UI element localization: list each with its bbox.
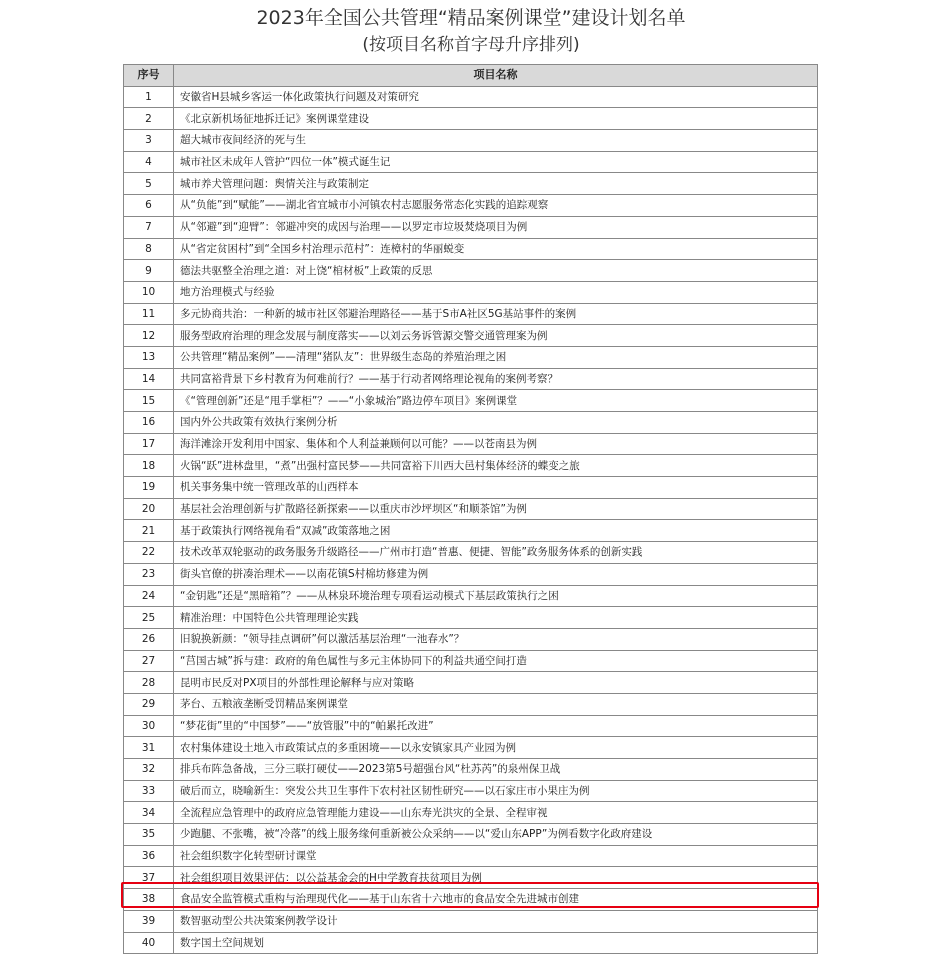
row-project-name: 从“省定贫困村”到“全国乡村治理示范村”：连樟村的华丽蜕变: [174, 238, 818, 260]
table-row: [124, 780, 818, 802]
table-row: [124, 195, 818, 217]
row-project-name: 机关事务集中统一管理改革的山西样本: [174, 477, 818, 499]
table-row: [124, 238, 818, 260]
row-project-name: 德法共驱整全治理之道：对上饶“棺材板”上政策的反思: [174, 260, 818, 282]
row-project-name: 社会组织数字化转型研讨课堂: [174, 845, 818, 867]
table-row: [124, 628, 818, 650]
table-row: [124, 520, 818, 542]
table-row: [124, 455, 818, 477]
row-number: 27: [124, 650, 174, 672]
row-number: 35: [124, 824, 174, 846]
table-row: [124, 130, 818, 152]
row-project-name: 多元协商共治：一种新的城市社区邻避治理路径——基于S市A社区5G基站事件的案例: [174, 303, 818, 325]
table-row: [124, 498, 818, 520]
row-project-name: 全流程应急管理中的政府应急管理能力建设——山东寿光洪灾的全景、全程审视: [174, 802, 818, 824]
row-project-name: 旧貌换新颜：“领导挂点调研”何以激活基层治理“一池春水”？: [174, 628, 818, 650]
table-row: [124, 889, 818, 911]
row-number: 34: [124, 802, 174, 824]
row-project-name: 技术改革双轮驱动的政务服务升级路径——广州市打造“普惠、便捷、智能”政务服务体系的创新实践: [174, 542, 818, 564]
row-number: 30: [124, 715, 174, 737]
row-project-name: 社会组织项目效果评估：以公益基金会的H中学教育扶贫项目为例: [174, 867, 818, 889]
row-number: 25: [124, 607, 174, 629]
table-row: [124, 260, 818, 282]
row-number: 12: [124, 325, 174, 347]
row-number: 11: [124, 303, 174, 325]
row-number: 2: [124, 108, 174, 130]
row-number: 1: [124, 86, 174, 108]
row-number: 39: [124, 910, 174, 932]
row-project-name: 排兵布阵急备战，三分三联打硬仗——2023第5号超强台风“杜苏芮”的泉州保卫战: [174, 759, 818, 781]
row-project-name: 海洋滩涂开发利用中国家、集体和个人利益兼顾何以可能？——以苍南县为例: [174, 433, 818, 455]
row-number: 4: [124, 151, 174, 173]
table-row: [124, 932, 818, 954]
table-row: [124, 910, 818, 932]
table-row: [124, 715, 818, 737]
row-number: 36: [124, 845, 174, 867]
row-project-name: 少跑腿、不张嘴，被“冷落”的线上服务缘何重新被公众采纳——以“爱山东APP”为例看数字化政府建设: [174, 824, 818, 846]
table-row: [124, 542, 818, 564]
row-project-name: 《北京新机场征地拆迁记》案例课堂建设: [174, 108, 818, 130]
row-project-name: 共同富裕背景下乡村教育为何难前行？——基于行动者网络理论视角的案例考察？: [174, 368, 818, 390]
table-row: [124, 477, 818, 499]
row-number: 18: [124, 455, 174, 477]
row-number: 22: [124, 542, 174, 564]
row-project-name: 从“邻避”到“迎臂”：邻避冲突的成因与治理——以罗定市垃圾焚烧项目为例: [174, 216, 818, 238]
table-row: [124, 607, 818, 629]
row-number: 13: [124, 346, 174, 368]
row-project-name: 数字国土空间规划: [174, 932, 818, 954]
row-project-name: 破后而立，晓喻新生：突发公共卫生事件下农村社区韧性研究——以石家庄市小果庄为例: [174, 780, 818, 802]
row-number: 5: [124, 173, 174, 195]
row-number: 20: [124, 498, 174, 520]
row-number: 24: [124, 585, 174, 607]
row-project-name: 国内外公共政策有效执行案例分析: [174, 412, 818, 434]
table-row: [124, 86, 818, 108]
table-row: [124, 693, 818, 715]
row-project-name: 火锅“跃”进林盘里，“煮”出强村富民梦——共同富裕下川西大邑村集体经济的蝶变之旅: [174, 455, 818, 477]
table-row: [124, 563, 818, 585]
row-project-name: 地方治理模式与经验: [174, 281, 818, 303]
row-project-name: 精准治理：中国特色公共管理理论实践: [174, 607, 818, 629]
table-row: [124, 412, 818, 434]
row-number: 38: [124, 889, 174, 911]
table-row: [124, 585, 818, 607]
row-number: 29: [124, 693, 174, 715]
table-row: [124, 867, 818, 889]
row-project-name: 从“负能”到“赋能”——湖北省宜城市小河镇农村志愿服务常态化实践的追踪观察: [174, 195, 818, 217]
table-row: [124, 433, 818, 455]
row-number: 19: [124, 477, 174, 499]
row-number: 8: [124, 238, 174, 260]
row-number: 31: [124, 737, 174, 759]
row-number: 14: [124, 368, 174, 390]
row-project-name: 基于政策执行网络视角看“双减”政策落地之困: [174, 520, 818, 542]
row-project-name: “梦花街”里的“中国梦”——“放管服”中的“帕累托改进”: [174, 715, 818, 737]
row-number: 6: [124, 195, 174, 217]
row-number: 40: [124, 932, 174, 954]
row-project-name: 安徽省H县城乡客运一体化政策执行问题及对策研究: [174, 86, 818, 108]
table-row: [124, 759, 818, 781]
table-row: [124, 390, 818, 412]
row-project-name: 服务型政府治理的理念发展与制度落实——以刘云务诉管源交警交通管理案为例: [174, 325, 818, 347]
row-project-name: 茅台、五粮液垄断受罚精品案例课堂: [174, 693, 818, 715]
page-subtitle: (按项目名称首字母升序排列): [362, 35, 580, 55]
row-project-name: 超大城市夜间经济的死与生: [174, 130, 818, 152]
row-number: 26: [124, 628, 174, 650]
table-row: [124, 303, 818, 325]
table-row: [124, 824, 818, 846]
row-number: 23: [124, 563, 174, 585]
table-row: [124, 368, 818, 390]
row-project-name: 《“管理创新”还是“甩手掌柜”？——“小象城治”路边停车项目》案例课堂: [174, 390, 818, 412]
table-header-row: [124, 65, 818, 87]
row-number: 9: [124, 260, 174, 282]
row-project-name: 基层社会治理创新与扩散路径新探索——以重庆市沙坪坝区“和顺茶馆”为例: [174, 498, 818, 520]
row-project-name: “莒国古城”拆与建：政府的角色属性与多元主体协同下的利益共通空间打造: [174, 650, 818, 672]
project-table: [123, 64, 818, 954]
row-project-name: 城市养犬管理问题：舆情关注与政策制定: [174, 173, 818, 195]
table-row: [124, 802, 818, 824]
row-project-name: “金钥匙”还是“黑暗箱”？——从林泉环境治理专项看运动模式下基层政策执行之困: [174, 585, 818, 607]
row-number: 37: [124, 867, 174, 889]
row-number: 28: [124, 672, 174, 694]
row-number: 15: [124, 390, 174, 412]
row-project-name: 公共管理“精品案例”——清理“猪队友”：世界级生态岛的养殖治理之困: [174, 346, 818, 368]
header-number: 序号: [124, 65, 174, 87]
row-number: 16: [124, 412, 174, 434]
page-title: 2023年全国公共管理“精品案例课堂”建设计划名单: [256, 7, 686, 29]
row-project-name: 农村集体建设土地入市政策试点的多重困境——以永安镇家具产业园为例: [174, 737, 818, 759]
row-number: 7: [124, 216, 174, 238]
row-number: 17: [124, 433, 174, 455]
row-number: 32: [124, 759, 174, 781]
table-row: [124, 737, 818, 759]
table-row: [124, 650, 818, 672]
table-row: [124, 672, 818, 694]
row-project-name: 城市社区未成年人管护“四位一体”模式诞生记: [174, 151, 818, 173]
table-row: [124, 108, 818, 130]
row-number: 10: [124, 281, 174, 303]
row-project-name: 食品安全监管模式重构与治理现代化——基于山东省十六地市的食品安全先进城市创建: [174, 889, 818, 911]
table-row: [124, 281, 818, 303]
table-row: [124, 845, 818, 867]
header-project-name: 项目名称: [174, 65, 818, 87]
table-row: [124, 151, 818, 173]
row-number: 33: [124, 780, 174, 802]
row-project-name: 昆明市民反对PX项目的外部性理论解释与应对策略: [174, 672, 818, 694]
table-row: [124, 325, 818, 347]
table-row: [124, 346, 818, 368]
row-project-name: 街头官僚的拼凑治理术——以南花镇S村棉坊修建为例: [174, 563, 818, 585]
table-row: [124, 173, 818, 195]
row-project-name: 数智驱动型公共决策案例教学设计: [174, 910, 818, 932]
row-number: 3: [124, 130, 174, 152]
table-row: [124, 216, 818, 238]
row-number: 21: [124, 520, 174, 542]
